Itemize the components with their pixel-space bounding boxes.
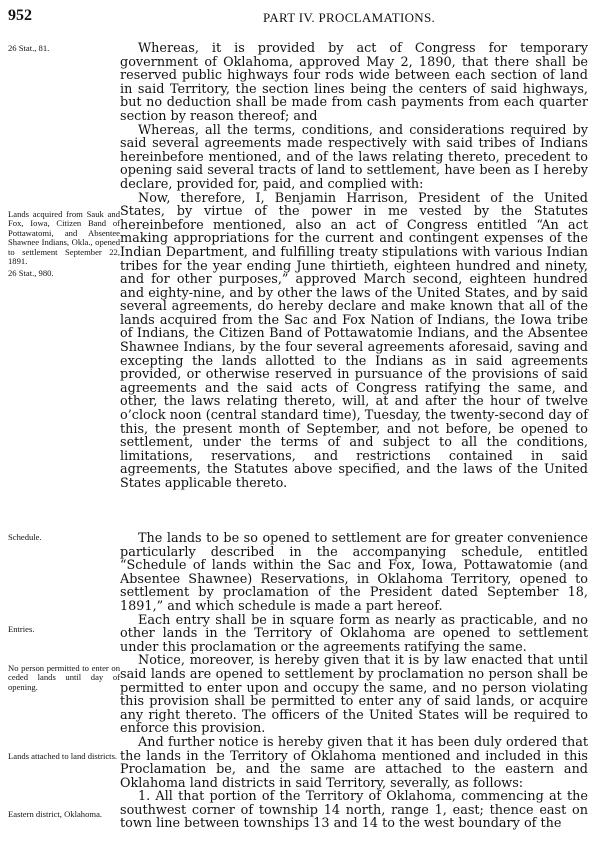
page-header [8, 7, 593, 31]
margin-note-lands-acquired: Lands acquired from Sauk and Fox, Iowa, Citizen Band of Pottawatomi, and Absentee Shawnee Indians, Okla., opened to settlement September 22, 1891. [8, 209, 120, 267]
page-number: 952 [8, 7, 32, 24]
body-column-top [120, 42, 588, 491]
running-head: PART IV. PROCLAMATIONS. [263, 10, 436, 25]
paragraph-schedule: The lands to be so opened to settlement are for greater convenience particularly described in the accompanying schedule, entitled “Schedule of lands within the Sac and Fox, Iowa, Pottawatomie (and Absentee Shawnee) Reservations, in Oklahoma Territory, opened to settlement by proclamation of the President dated September 18, 1891,” and which schedule is made a part hereof. [120, 531, 588, 614]
margin-note-eastern-district: Eastern district, Oklahoma. [8, 809, 103, 819]
margin-note-land-districts: Lands attached to land districts. [8, 751, 118, 761]
margin-note-no-person: No person permitted to enter on ceded lands until day of opening. [8, 663, 120, 692]
paragraph-entries: Each entry shall be in square form as nearly as practicable, and no other lands in the Territory of Oklahoma are opened to settlement under this proclamation or the agreements ratifying the same. [120, 612, 588, 655]
margin-note-entries: Entries. [8, 624, 35, 634]
paragraph-terms-complied: Whereas, all the terms, conditions, and considerations required by said several agreements made respectively with said tribes of Indians hereinbefore mentioned, and of the laws relating thereto, precedent to opening said several tracts of land to settlement, have been as I hereby declare, provided for, paid, and complied with: [120, 122, 588, 192]
margin-note-statute-980: 26 Stat., 980. [8, 268, 54, 278]
body-column-bottom [120, 532, 588, 831]
paragraph-eastern-district: 1. All that portion of the Territory of Oklahoma, commencing at the southwest corner of township 14 north, range 1, east; thence east on town line between townships 13 and 14 to the west boundary of the [120, 789, 588, 832]
paragraph-notice: Notice, moreover, is hereby given that it is by law enacted that until said lands are opened to settlement by proclamation no person shall be permitted to enter upon and occupy the same, and no person violating this provision shall be permitted to enter any of said lands, or acquire any right thereto. The officers of the United States will be required to enforce this provision. [120, 653, 588, 737]
paragraph-land-districts: And further notice is hereby given that it has been duly ordered that the lands in the Territory of Oklahoma mentioned and included in this Proclamation be, and the same are attached to the eastern and Oklahoma land districts in said Territory, severally, as follows: [120, 734, 588, 791]
paragraph-highways: Whereas, it is provided by act of Congress for temporary government of Oklahoma, approved May 2, 1890, that there shall be reserved public highways four rods wide between each section of land in said Territory, the section lines being the centers of said highways, but no deduction shall be made from cash payments from each quarter section by reason thereof; and [120, 41, 588, 124]
margin-note-statute-81: 26 Stat., 81. [8, 43, 50, 53]
paragraph-declaration: Now, therefore, I, Benjamin Harrison, President of the United States, by virtue of the power in me vested by the Statutes hereinbefore mentioned, also an act of Congress entitled “An act making appropriations for the current and contingent expenses of the Indian Department, and fulfilling treaty stipulations with various Indian tribes for the year ending June thirtieth, eighteen hundred and ninety, and for other purposes,” approved March second, eighteen hundred and eighty-nine, and by other the laws of the United States, and by said several agreements, do hereby declare and make known that all of the lands acquired from the Sac and Fox Nation of Indians, the Iowa tribe of Indians, the Citizen Band of Pottawatomie Indians, and the Absentee Shawnee Indians, by the four several agreements aforesaid, saving and excepting the lands allotted to the Indians as in said agreements provided, or otherwise reserved in pursuance of the provisions of said agreements and the said acts of Congress ratifying the same, and other, the laws relating thereto, will, at and after the hour of twelve o’clock noon (central standard time), Tuesday, the twenty-second day of this, the present month of September, and not before, be opened to settlement, under the terms of and subject to all the conditions, limitations, reservations, and restrictions contained in said agreements, the Statutes above specified, and the laws of the United States applicable thereto. [120, 190, 588, 491]
margin-note-schedule: Schedule. [8, 532, 42, 542]
